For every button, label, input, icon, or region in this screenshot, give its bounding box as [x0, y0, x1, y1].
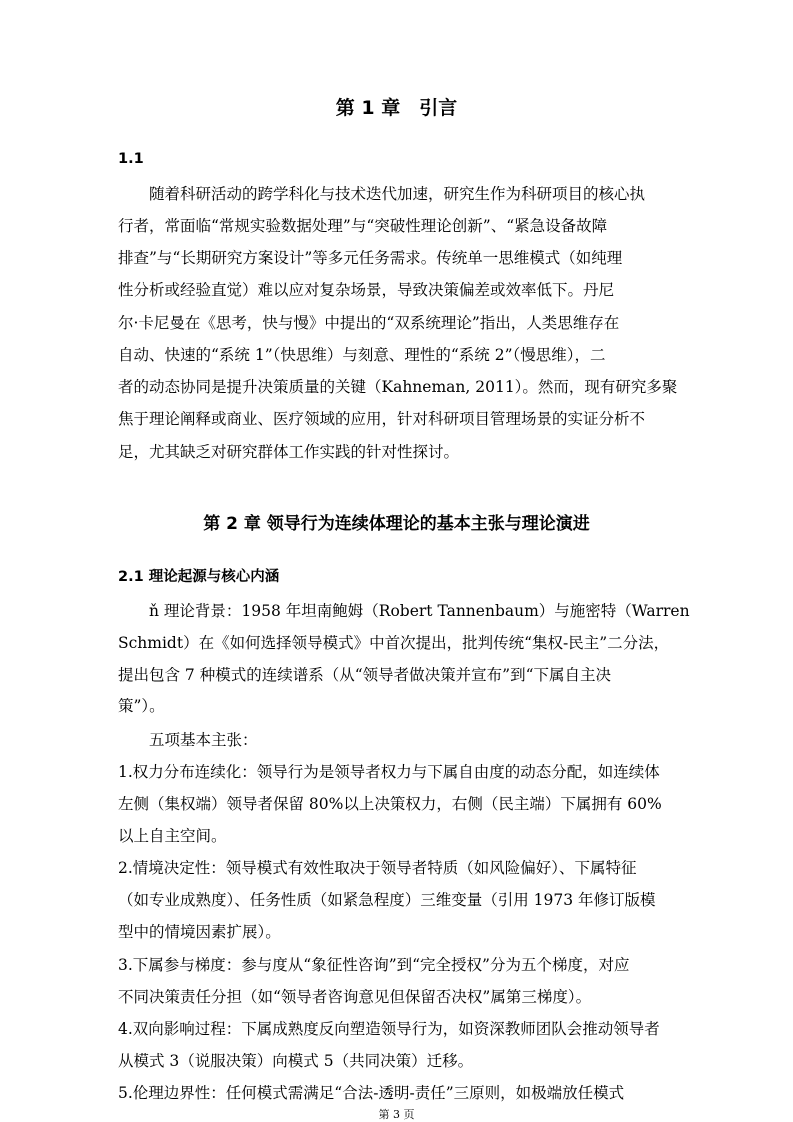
paragraph-line: 随着科研活动的跨学科化与技术迭代加速，研究生作为科研项目的核心执 — [149, 185, 646, 203]
list-item-continued: 不同决策责任分担（如“领导者咨询意见但保留否决权”属第三梯度）。 — [118, 988, 592, 1006]
section-2-1-heading: 2.1 理论起源与核心内涵 — [118, 569, 280, 585]
paragraph-line: 策”）。 — [118, 697, 165, 715]
list-item: 3.下属参与梯度：参与度从“象征性咨询”到“完全授权”分为五个梯度，对应 — [118, 956, 630, 974]
list-item: 5.伦理边界性：任何模式需满足“合法-透明-责任”三原则，如极端放任模式 — [118, 1084, 625, 1102]
list-item: 1.权力分布连续化：领导行为是领导者权力与下属自由度的动态分配，如连续体 — [118, 763, 660, 781]
list-item-continued: 从模式 3（说服决策）向模式 5（共同决策）迁移。 — [118, 1052, 474, 1070]
list-item: 2.情境决定性：领导模式有效性取决于领导者特质（如风险偏好）、下属特征 — [118, 859, 637, 877]
paragraph-line: 焦于理论阐释或商业、医疗领域的应用，针对科研项目管理场景的实证分析不 — [118, 410, 646, 428]
list-intro: 五项基本主张： — [149, 731, 258, 749]
paragraph-line: ň 理论背景：1958 年坦南鲍姆（Robert Tannenbaum）与施密特（Warren — [149, 602, 690, 620]
paragraph-line: 者的动态协同是提升决策质量的关键（Kahneman, 2011）。然而，现有研究多聚 — [118, 378, 678, 396]
list-item-continued: （如专业成熟度）、任务性质（如紧急程度）三维变量（引用 1973 年修订版模 — [118, 891, 656, 909]
paragraph-line: Schmidt）在《如何选择领导模式》中首次提出，批判传统“集权-民主”二分法， — [118, 634, 670, 652]
paragraph-line: 尔·卡尼曼在《思考，快与慢》中提出的“双系统理论”指出，人类思维存在 — [118, 314, 620, 332]
paragraph-line: 排查”与“长期研究方案设计”等多元任务需求。传统单一思维模式（如纯理 — [118, 249, 623, 267]
chapter-2-title: 第 2 章 领导行为连续体理论的基本主张与理论演进 — [203, 514, 590, 534]
paragraph-line: 自动、快速的“系统 1”（快思维）与刻意、理性的“系统 2”（慢思维），二 — [118, 346, 606, 364]
paragraph-line: 性分析或经验直觉）难以应对复杂场景，导致决策偏差或效率低下。丹尼 — [118, 281, 615, 299]
list-item-continued: 左侧（集权端）领导者保留 80%以上决策权力，右侧（民主端）下属拥有 60% — [118, 795, 662, 813]
paragraph-line: 足，尤其缺乏对研究群体工作实践的针对性探讨。 — [118, 443, 460, 461]
list-item-continued: 以上自主空间。 — [118, 827, 227, 845]
paragraph-line: 行者，常面临“常规实验数据处理”与“突破性理论创新”、“紧急设备故障 — [118, 217, 608, 235]
section-1-1-heading: 1.1 — [118, 151, 144, 167]
page-number: 第 3 页 — [378, 1108, 415, 1121]
list-item: 4.双向影响过程：下属成熟度反向塑造领导行为，如资深教师团队会推动领导者 — [118, 1020, 660, 1038]
chapter-1-title: 第 1 章 引言 — [335, 97, 458, 119]
paragraph-line: 提出包含 7 种模式的连续谱系（从“领导者做决策并宣布”到“下属自主决 — [118, 666, 611, 684]
list-item-continued: 型中的情境因素扩展）。 — [118, 923, 281, 941]
